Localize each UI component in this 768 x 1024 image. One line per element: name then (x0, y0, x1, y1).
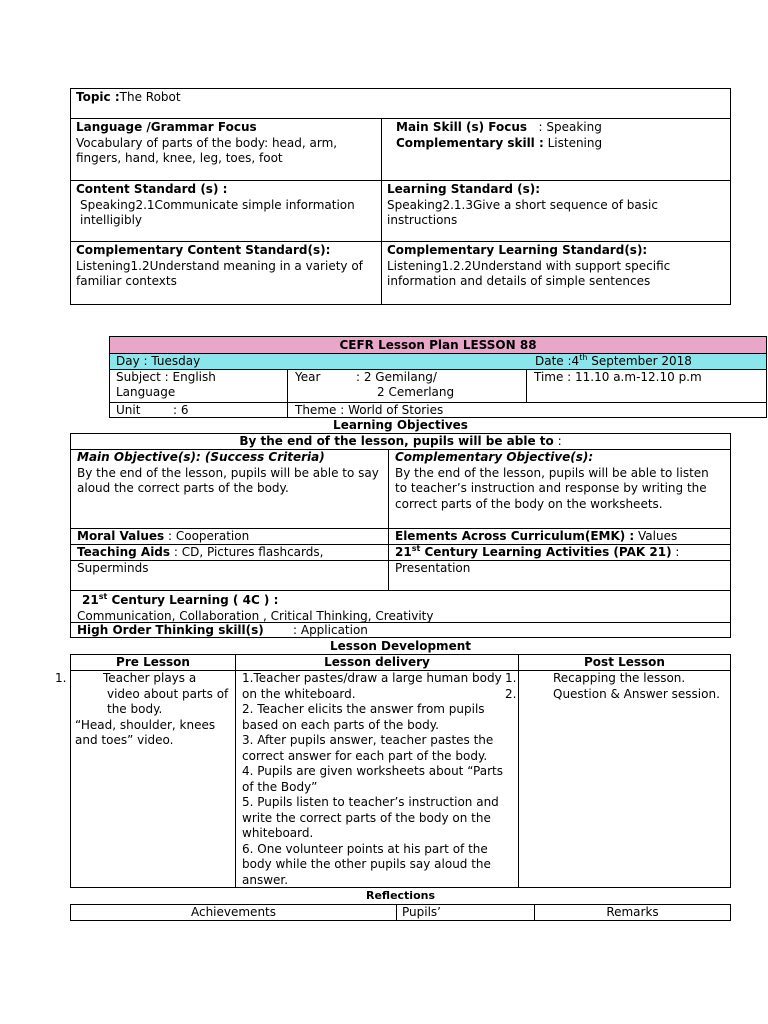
by-end-colon: : (553, 434, 562, 448)
learning-standard-label: Learning Standard (s): (387, 182, 541, 196)
year-label: Year (295, 370, 321, 384)
date-value: Date :4th September 2018 (535, 353, 692, 368)
pak21-label: 21st Century Learning Activities (PAK 21) (395, 544, 672, 559)
learning-standard-value: Speaking2.1.3Give a short sequence of basic instructions (387, 197, 658, 227)
reflections-table (70, 904, 731, 921)
complementary-objective-value: By the end of the lesson, pupils will be able to listen to teacher’s instruction and response by writing the correct parts of the body on the worksheets. (395, 465, 709, 511)
delivery-item: 6. One volunteer points at his part of the body while the other pupils say aloud the answer. (242, 841, 491, 887)
subject-cell (109, 369, 288, 403)
lesson-delivery-header: Lesson delivery (235, 654, 519, 671)
top-info-table (70, 88, 731, 305)
delivery-item: 3. After pupils answer, teacher pastes the correct answer for each part of the body. (242, 733, 494, 763)
achievements-header: Achievements (70, 904, 397, 921)
complementary-learning-standard-label: Complementary Learning Standard(s): (387, 243, 648, 257)
topic-value: The Robot (119, 90, 181, 104)
by-end-text: By the end of the lesson, pupils will be able to (239, 434, 554, 448)
content-standard-label: Content Standard (s) : (76, 182, 228, 196)
hots-label: High Order Thinking skill(s) (77, 623, 264, 637)
emk-label: Elements Across Curriculum(EMK) : (395, 529, 635, 543)
pak21-cell (388, 544, 731, 591)
century-learning-4c-cell (70, 590, 731, 623)
lesson-plan-header-table (109, 336, 767, 418)
pre-lesson-item: “Head, shoulder, knees and toes” video. (75, 717, 216, 747)
year-value-1: : 2 Gemilang/ (356, 370, 437, 384)
day-date-row (109, 353, 767, 370)
pre-lesson-cell (55, 670, 236, 888)
century-learning-4c-label: 21st Century Learning ( 4C ) : (82, 592, 279, 607)
complementary-learning-standard-cell (381, 241, 731, 305)
emk-value: Values (634, 529, 678, 543)
language-focus-cell (70, 118, 382, 181)
theme-cell (287, 402, 767, 418)
post-lesson-cell (505, 670, 731, 888)
teaching-aids-cell (70, 544, 389, 591)
lesson-development-title: Lesson Development (330, 639, 471, 653)
complementary-objective-label: Complementary Objective(s): (395, 450, 594, 464)
lesson-delivery-cell (235, 670, 519, 888)
time-cell (526, 369, 767, 403)
complementary-learning-standard-value: Listening1.2.2Understand with support specific information and details of simple sentences (387, 258, 671, 288)
complementary-content-standard-value: Listening1.2Understand meaning in a variety of familiar contexts (76, 258, 363, 288)
teaching-aids-value: : CD, Pictures flashcards, Superminds (77, 545, 324, 575)
year-cell (287, 369, 527, 403)
objectives-table (70, 433, 731, 638)
topic-label: Topic : (76, 90, 120, 104)
post-lesson-item: 2. Question & Answer session. (505, 686, 720, 701)
moral-values-label: Moral Values (77, 529, 165, 543)
remarks-header: Remarks (534, 904, 731, 921)
delivery-item: 5. Pupils listen to teacher’s instruction and write the correct parts of the body on the whiteboard. (242, 795, 499, 840)
by-end-row (70, 433, 731, 450)
moral-values-value: : Cooperation (164, 529, 250, 543)
teaching-aids-label: Teaching Aids (77, 545, 171, 559)
delivery-item: 1.Teacher pastes/draw a large human body on the whiteboard. (242, 671, 502, 701)
complementary-skill-value: Listening (543, 135, 603, 150)
unit-cell (109, 402, 288, 418)
topic-cell (70, 88, 731, 119)
pupils-header: Pupils’ (396, 904, 535, 921)
theme-value: Theme : World of Stories (295, 403, 444, 417)
main-objective-label: Main Objective(s): (Success Criteria) (77, 450, 325, 464)
unit-label: Unit (116, 403, 141, 417)
learning-standard-cell (381, 180, 731, 242)
complementary-content-standard-cell (70, 241, 382, 305)
century-learning-4c-value: Communication, Collaboration , Critical Thinking, Creativity (77, 608, 434, 623)
complementary-skill-label: Complementary skill : (396, 135, 544, 150)
language-focus-label: Language /Grammar Focus (76, 120, 257, 134)
unit-value: : 6 (173, 403, 189, 417)
year-value-2: 2 Cemerlang (377, 385, 455, 399)
content-standard-value: Speaking2.1Communicate simple information intelligibly (80, 197, 355, 227)
time-value: Time : 11.10 a.m-12.10 p.m (534, 370, 702, 384)
content-standard-cell (70, 180, 382, 242)
hots-cell (70, 622, 731, 638)
lesson-development-table (55, 654, 731, 888)
day-value: Day : Tuesday (116, 354, 201, 368)
delivery-item: 2. Teacher elicits the answer from pupils based on each parts of the body. (242, 702, 485, 732)
lesson-plan-title: CEFR Lesson Plan LESSON 88 (109, 336, 767, 354)
emk-cell (388, 528, 731, 545)
pre-lesson-header: Pre Lesson (70, 654, 236, 671)
pre-lesson-item: 1. Teacher plays a video about parts of the body. (55, 671, 229, 716)
hots-value: : Application (293, 623, 368, 637)
post-lesson-header: Post Lesson (518, 654, 731, 671)
main-objective-value: By the end of the lesson, pupils will be able to say aloud the correct parts of the body. (77, 465, 379, 495)
reflections-title: Reflections (365, 889, 436, 902)
complementary-content-standard-label: Complementary Content Standard(s): (76, 243, 331, 257)
main-skill-value: : Speaking (538, 120, 602, 134)
moral-values-cell (70, 528, 389, 545)
subject-value: Subject : English Language (116, 370, 216, 399)
post-lesson-item: 1. Recapping the lesson. (505, 671, 686, 685)
pak21-colon: : (671, 545, 680, 559)
pak21-value: Presentation (395, 560, 471, 575)
main-skill-label: Main Skill (s) Focus (396, 120, 528, 134)
language-focus-value: Vocabulary of parts of the body: head, arm, fingers, hand, knee, leg, toes, foot (76, 135, 338, 165)
learning-objectives-title: Learning Objectives (333, 418, 468, 432)
skill-focus-cell (381, 118, 731, 181)
delivery-item: 4. Pupils are given worksheets about “Parts of the Body” (242, 764, 503, 794)
